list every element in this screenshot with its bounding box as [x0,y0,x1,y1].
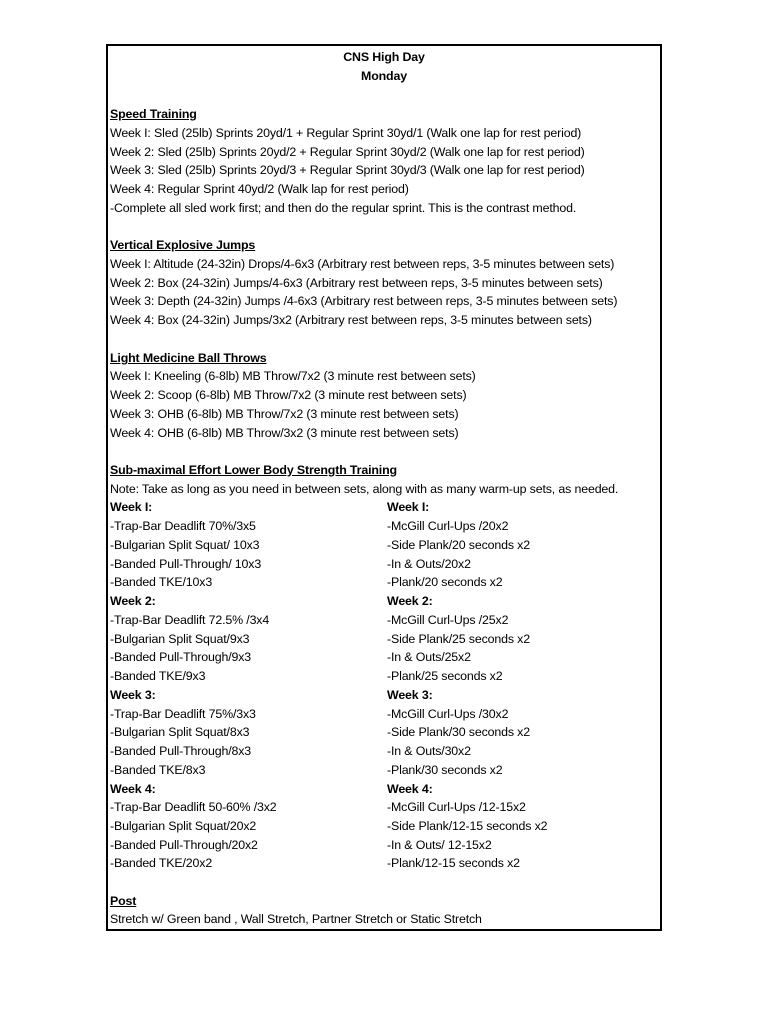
strength-right-item: -McGill Curl-Ups /20x2 [387,519,509,533]
speed-note: -Complete all sled work first; and then do the regular sprint. This is the contrast method. [110,201,577,215]
jumps-line: Week I: Altitude (24-32in) Drops/4-6x3 (Arbitrary rest between reps, 3-5 minutes between sets) [110,257,615,271]
strength-right-item: -In & Outs/30x2 [387,744,471,758]
strength-left-week-label: Week I: [110,500,153,514]
strength-right-item: -McGill Curl-Ups /30x2 [387,707,509,721]
strength-right-item: -Side Plank/20 seconds x2 [387,538,530,552]
strength-left-item: -Banded TKE/20x2 [110,856,213,870]
strength-left-item: -Bulgarian Split Squat/9x3 [110,632,250,646]
strength-left-week-label: Week 3: [110,688,156,702]
strength-right-item: -In & Outs/ 12-15x2 [387,838,492,852]
throws-line: Week 2: Scoop (6-8lb) MB Throw/7x2 (3 minute rest between sets) [110,388,467,402]
strength-right-item: -Plank/20 seconds x2 [387,575,503,589]
strength-right-week-label: Week I: [387,500,430,514]
strength-right-item: -Side Plank/25 seconds x2 [387,632,530,646]
strength-right-item: -Plank/12-15 seconds x2 [387,856,520,870]
strength-note: Note: Take as long as you need in between sets, along with as many warm-up sets, as needed. [110,482,619,496]
section-heading-jumps: Vertical Explosive Jumps [110,238,256,252]
strength-left-item: -Banded TKE/8x3 [110,763,206,777]
section-heading-throws: Light Medicine Ball Throws [110,351,267,365]
strength-right-item: -In & Outs/25x2 [387,650,471,664]
strength-left-week-label: Week 4: [110,782,156,796]
speed-line: Week 4: Regular Sprint 40yd/2 (Walk lap for rest period) [110,182,409,196]
strength-left-item: -Bulgarian Split Squat/ 10x3 [110,538,260,552]
strength-right-item: -McGill Curl-Ups /12-15x2 [387,800,526,814]
strength-right-item: -Plank/30 seconds x2 [387,763,503,777]
strength-left-item: -Banded TKE/9x3 [110,669,206,683]
jumps-line: Week 3: Depth (24-32in) Jumps /4-6x3 (Arbitrary rest between reps, 3-5 minutes between sets) [110,294,618,308]
throws-line: Week I: Kneeling (6-8lb) MB Throw/7x2 (3 minute rest between sets) [110,369,476,383]
strength-right-week-label: Week 4: [387,782,433,796]
speed-line: Week 3: Sled (25lb) Sprints 20yd/3 + Regular Sprint 30yd/3 (Walk one lap for rest period) [110,163,585,177]
strength-right-item: -McGill Curl-Ups /25x2 [387,613,509,627]
strength-left-item: -Bulgarian Split Squat/8x3 [110,725,250,739]
strength-left-item: -Banded Pull-Through/9x3 [110,650,252,664]
strength-left-item: -Trap-Bar Deadlift 75%/3x3 [110,707,256,721]
jumps-line: Week 4: Box (24-32in) Jumps/3x2 (Arbitrary rest between reps, 3-5 minutes between sets) [110,313,592,327]
strength-left-item: -Banded Pull-Through/8x3 [110,744,252,758]
strength-right-item: -In & Outs/20x2 [387,557,471,571]
workout-sheet [106,44,662,931]
section-heading-strength: Sub-maximal Effort Lower Body Strength Training [110,463,397,477]
jumps-line: Week 2: Box (24-32in) Jumps/4-6x3 (Arbitrary rest between reps, 3-5 minutes between sets) [110,276,603,290]
strength-left-item: -Trap-Bar Deadlift 72.5% /3x4 [110,613,270,627]
strength-right-week-label: Week 3: [387,688,433,702]
post-line: Stretch w/ Green band , Wall Stretch, Partner Stretch or Static Stretch [110,912,482,926]
strength-left-item: -Trap-Bar Deadlift 70%/3x5 [110,519,256,533]
document-day: Monday [361,69,407,83]
strength-right-item: -Side Plank/12-15 seconds x2 [387,819,548,833]
throws-line: Week 4: OHB (6-8lb) MB Throw/3x2 (3 minute rest between sets) [110,426,459,440]
section-heading-speed: Speed Training [110,107,197,121]
document-title: CNS High Day [343,50,425,64]
strength-left-item: -Banded TKE/10x3 [110,575,213,589]
strength-left-week-label: Week 2: [110,594,156,608]
strength-right-week-label: Week 2: [387,594,433,608]
strength-right-item: -Plank/25 seconds x2 [387,669,503,683]
strength-left-item: -Trap-Bar Deadlift 50-60% /3x2 [110,800,277,814]
speed-line: Week I: Sled (25lb) Sprints 20yd/1 + Regular Sprint 30yd/1 (Walk one lap for rest period) [110,126,582,140]
speed-line: Week 2: Sled (25lb) Sprints 20yd/2 + Regular Sprint 30yd/2 (Walk one lap for rest period) [110,145,585,159]
section-heading-post: Post [110,894,137,908]
strength-right-item: -Side Plank/30 seconds x2 [387,725,530,739]
strength-left-item: -Bulgarian Split Squat/20x2 [110,819,257,833]
strength-left-item: -Banded Pull-Through/20x2 [110,838,258,852]
strength-left-item: -Banded Pull-Through/ 10x3 [110,557,262,571]
throws-line: Week 3: OHB (6-8lb) MB Throw/7x2 (3 minute rest between sets) [110,407,459,421]
